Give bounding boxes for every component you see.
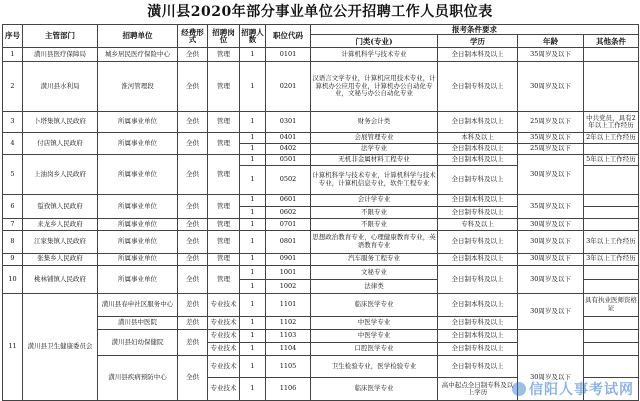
cell-edu: 全日制专科及以上	[438, 166, 518, 194]
table-row	[3, 112, 639, 132]
cell-funding: 全供	[178, 48, 208, 61]
cell-major: 汽车服务工程专业	[311, 253, 438, 265]
cell-age: 30周岁及以下	[518, 219, 584, 231]
cell-seq: 3	[3, 112, 23, 132]
cell-age: 30周岁及以下	[518, 155, 584, 195]
cell-major: 中医学专业	[311, 329, 438, 342]
cell-other: 3年以上工作经历	[584, 231, 639, 253]
cell-seq: 10	[3, 265, 23, 293]
cell-seq: 9	[3, 253, 23, 265]
cell-code: 0501	[266, 155, 311, 166]
cell-post: 管理	[208, 155, 240, 195]
cell-other	[584, 342, 639, 355]
cell-age: 30周岁及以下	[518, 356, 584, 401]
cell-funding: 全供	[178, 194, 208, 218]
cell-post: 管理	[208, 61, 240, 112]
table-row	[3, 48, 639, 61]
cell-edu: 全日制专科及以上	[438, 206, 518, 218]
cell-edu: 高中起点全日制专科及以上学历	[438, 378, 518, 401]
table-row	[3, 194, 639, 206]
page-title: 潢川县2020年部分事业单位公开招聘工作人员职位表	[147, 4, 493, 20]
cell-count: 1	[240, 231, 266, 253]
cell-edu: 全日制本科及以上	[438, 143, 518, 154]
cell-other	[584, 316, 639, 329]
cell-edu: 专科及以上	[438, 219, 518, 231]
cell-code: 1105	[266, 356, 311, 378]
header-row	[3, 25, 639, 35]
cell-post: 管理	[208, 194, 240, 218]
cell-count: 1	[240, 155, 266, 166]
cell-major: 计算机科学与技术专业，计算机科学与技术专业，计算机信息专业，软件工程专业	[311, 166, 438, 194]
cell-dept: 桃林铺镇人民政府	[23, 265, 98, 293]
cell-code: 1106	[266, 378, 311, 401]
cell-other: 2年以上工作经历	[584, 132, 639, 143]
table-row	[3, 61, 639, 112]
cell-code: 0502	[266, 166, 311, 194]
cell-post: 专业技术	[208, 378, 240, 401]
cell-funding: 全供	[178, 219, 208, 231]
cell-edu: 全日制本科及以上	[438, 112, 518, 132]
header-req: 报考条件要求	[311, 25, 639, 35]
cell-code: 0801	[266, 231, 311, 253]
cell-major: 汉语言文学专业，计算机应用技术专业，计算机办公应用专业，计算机办公自动化专业，文秘与办公自动化专业	[311, 61, 438, 112]
cell-unit: 潢川县疾病预防中心	[98, 356, 178, 401]
cell-post: 管理	[208, 48, 240, 61]
cell-other	[584, 166, 639, 194]
table-row	[3, 155, 639, 166]
cell-unit: 淮河管理段	[98, 61, 178, 112]
table-row	[3, 132, 639, 143]
table-row	[3, 294, 639, 316]
cell-other	[584, 143, 639, 154]
cell-code: 1002	[266, 279, 311, 293]
cell-funding: 全供	[178, 155, 208, 195]
cell-unit: 所属事业单位	[98, 155, 178, 195]
cell-count: 1	[240, 316, 266, 329]
cell-dept: 付店镇人民政府	[23, 132, 98, 154]
cell-major: 口腔医学专业	[311, 342, 438, 355]
cell-seq: 5	[3, 155, 23, 195]
cell-edu: 全日制本科及以上	[438, 329, 518, 342]
cell-dept: 卜塔集镇人民政府	[23, 112, 98, 132]
cell-code: 1102	[266, 316, 311, 329]
cell-edu: 全日制专科及以上	[438, 231, 518, 253]
cell-funding: 差供	[178, 316, 208, 329]
cell-count: 1	[240, 265, 266, 279]
cell-age: 30周岁及以下	[518, 253, 584, 265]
watermark	[512, 380, 634, 398]
cell-code: 1001	[266, 265, 311, 279]
cell-unit: 所属事业单位	[98, 194, 178, 218]
cell-count: 1	[240, 294, 266, 316]
cell-unit: 潢川县春申社区服务中心	[98, 294, 178, 316]
cell-funding: 差供	[178, 294, 208, 316]
cell-other	[584, 356, 639, 378]
cell-funding: 全供	[178, 265, 208, 293]
cell-unit: 所属事业单位	[98, 219, 178, 231]
cell-post: 专业技术	[208, 329, 240, 342]
cell-code: 0602	[266, 206, 311, 218]
cell-unit: 所属事业单位	[98, 265, 178, 293]
cell-seq: 11	[3, 294, 23, 401]
cell-major: 文秘专业	[311, 265, 438, 279]
cell-age: 25周岁及以下	[518, 143, 584, 154]
job-table	[2, 24, 639, 401]
cell-edu: 全日制专科及以上	[438, 342, 518, 355]
cell-edu: 全日制本科及以上	[438, 194, 518, 206]
cell-other	[584, 48, 639, 61]
cell-major: 中医学专业	[311, 316, 438, 329]
cell-funding: 全供	[178, 112, 208, 132]
cell-funding: 差供	[178, 329, 208, 355]
cell-edu: 全日制专科及以上	[438, 265, 518, 293]
header-major: 门类(专业)	[311, 35, 438, 48]
cell-age: 30周岁及以下	[518, 265, 584, 293]
cell-count: 1	[240, 342, 266, 355]
cell-edu: 全日制专科及以上	[438, 316, 518, 329]
cell-unit: 潢川县中医院	[98, 316, 178, 329]
cell-unit: 所属事业单位	[98, 132, 178, 154]
header-code: 职位代码	[266, 25, 311, 48]
cell-unit: 所属事业单位	[98, 253, 178, 265]
cell-major: 财务会计类	[311, 112, 438, 132]
cell-age: 35周岁及以下	[518, 48, 584, 61]
cell-edu: 本科及以上	[438, 132, 518, 143]
cell-funding: 全供	[178, 61, 208, 112]
cell-code: 0401	[266, 132, 311, 143]
cell-dept: 张集乡人民政府	[23, 253, 98, 265]
header-age: 年龄	[518, 35, 584, 48]
cell-age: 30周岁及以下	[518, 231, 584, 253]
table-row	[3, 356, 639, 378]
cell-post: 管理	[208, 132, 240, 154]
cell-major: 无机非金属材料工程专业	[311, 155, 438, 166]
cell-other	[584, 279, 639, 293]
cell-post: 专业技术	[208, 356, 240, 378]
cell-dept: 上油岗乡人民政府	[23, 155, 98, 195]
cell-edu: 全日制本科及以上	[438, 294, 518, 316]
cell-edu: 全日制专科及以上	[438, 61, 518, 112]
cell-post: 专业技术	[208, 316, 240, 329]
table-row	[3, 219, 639, 231]
cell-age	[518, 329, 584, 355]
cell-seq: 7	[3, 219, 23, 231]
table-row	[3, 329, 639, 342]
cell-code: 0601	[266, 194, 311, 206]
cell-post: 管理	[208, 219, 240, 231]
cell-post: 专业技术	[208, 342, 240, 355]
cell-major: 法律类	[311, 279, 438, 293]
cell-seq: 4	[3, 132, 23, 154]
watermark-text: 信阳人事考试网	[529, 382, 634, 398]
cell-major: 临床医学专业	[311, 378, 438, 401]
cell-code: 1103	[266, 329, 311, 342]
cell-count: 1	[240, 112, 266, 132]
cell-other: 5年以上工作经历	[584, 155, 639, 166]
cell-funding: 全供	[178, 356, 208, 401]
cell-count: 1	[240, 132, 266, 143]
cell-unit: 潢川县妇幼保健院	[98, 329, 178, 355]
table-row	[3, 253, 639, 265]
cell-dept: 潢川县水利局	[23, 61, 98, 112]
cell-post: 专业技术	[208, 294, 240, 316]
cell-count: 1	[240, 329, 266, 342]
header-unit: 招聘单位	[98, 25, 178, 48]
cell-count: 1	[240, 378, 266, 401]
cell-major: 不限专业	[311, 219, 438, 231]
header-count: 招聘人数	[240, 25, 266, 48]
cell-other: 具有执业医师资格证	[584, 294, 639, 316]
cell-post: 管理	[208, 253, 240, 265]
cell-edu: 全日制专科及以上	[438, 356, 518, 378]
cell-major: 思想政治教育专业，心理健康教育专业，英语教育专业	[311, 231, 438, 253]
cell-seq: 8	[3, 231, 23, 253]
header-dept: 主管部门	[23, 25, 98, 48]
cell-post: 管理	[208, 231, 240, 253]
cell-major: 卫生检验专业，医学检验专业	[311, 356, 438, 378]
cell-code: 0901	[266, 253, 311, 265]
cell-post: 管理	[208, 265, 240, 293]
header-other: 其他条件	[584, 35, 639, 48]
cell-other	[584, 194, 639, 206]
cell-code: 0201	[266, 61, 311, 112]
cell-count: 1	[240, 194, 266, 206]
header-edu: 学历	[438, 35, 518, 48]
cell-code: 0701	[266, 219, 311, 231]
cell-dept: 来龙乡人民政府	[23, 219, 98, 231]
cell-code: 0101	[266, 48, 311, 61]
cell-code: 1104	[266, 342, 311, 355]
cell-age: 30周岁及以下	[518, 294, 584, 330]
cell-code: 0301	[266, 112, 311, 132]
cell-count: 1	[240, 356, 266, 378]
cell-unit: 所属事业单位	[98, 112, 178, 132]
watermark-logo-icon	[512, 382, 526, 396]
cell-code: 0402	[266, 143, 311, 154]
cell-unit: 所属事业单位	[98, 231, 178, 253]
cell-count: 1	[240, 48, 266, 61]
cell-post: 管理	[208, 112, 240, 132]
cell-age: 35周岁及以下	[518, 132, 584, 143]
cell-major: 法学专业	[311, 143, 438, 154]
cell-edu: 全日制本科及以上	[438, 155, 518, 166]
cell-other: 中共党员，具有2年以上工作经历	[584, 112, 639, 132]
cell-major: 计算机科学与技术专业	[311, 48, 438, 61]
cell-count: 1	[240, 253, 266, 265]
cell-dept: 踅孜镇人民政府	[23, 194, 98, 218]
cell-seq: 2	[3, 61, 23, 112]
cell-funding: 全供	[178, 231, 208, 253]
cell-count: 1	[240, 219, 266, 231]
cell-count: 1	[240, 143, 266, 154]
cell-funding: 全供	[178, 253, 208, 265]
cell-other: 3年以上工作经历	[584, 253, 639, 265]
cell-seq: 1	[3, 48, 23, 61]
cell-count: 1	[240, 206, 266, 218]
cell-major: 会展管理专业	[311, 132, 438, 143]
cell-seq: 6	[3, 194, 23, 218]
cell-edu: 全日制本科及以上	[438, 48, 518, 61]
header-funding: 经费形式	[178, 25, 208, 48]
cell-age: 25周岁及以下	[518, 112, 584, 132]
cell-major: 临床医学专业	[311, 294, 438, 316]
header-post: 招聘岗位	[208, 25, 240, 48]
cell-unit: 城乡居民医疗保险中心	[98, 48, 178, 61]
cell-count: 1	[240, 279, 266, 293]
cell-other	[584, 265, 639, 279]
cell-code: 1101	[266, 294, 311, 316]
cell-dept: 潢川县医疗保障局	[23, 48, 98, 61]
cell-other	[584, 329, 639, 342]
cell-count: 1	[240, 166, 266, 194]
cell-major: 会计学专业	[311, 194, 438, 206]
table-row	[3, 265, 639, 279]
cell-edu: 全日制本科及以上	[438, 253, 518, 265]
cell-other	[584, 61, 639, 112]
table-row	[3, 231, 639, 253]
header-seq: 序号	[3, 25, 23, 48]
cell-other	[584, 206, 639, 218]
cell-count: 1	[240, 61, 266, 112]
cell-other	[584, 219, 639, 231]
cell-age: 30周岁及以下	[518, 61, 584, 112]
cell-dept: 潢川县卫生健康委员会	[23, 294, 98, 401]
cell-major: 不限专业	[311, 206, 438, 218]
cell-age: 35周岁及以下	[518, 194, 584, 218]
cell-funding: 全供	[178, 132, 208, 154]
cell-dept: 江家集镇人民政府	[23, 231, 98, 253]
